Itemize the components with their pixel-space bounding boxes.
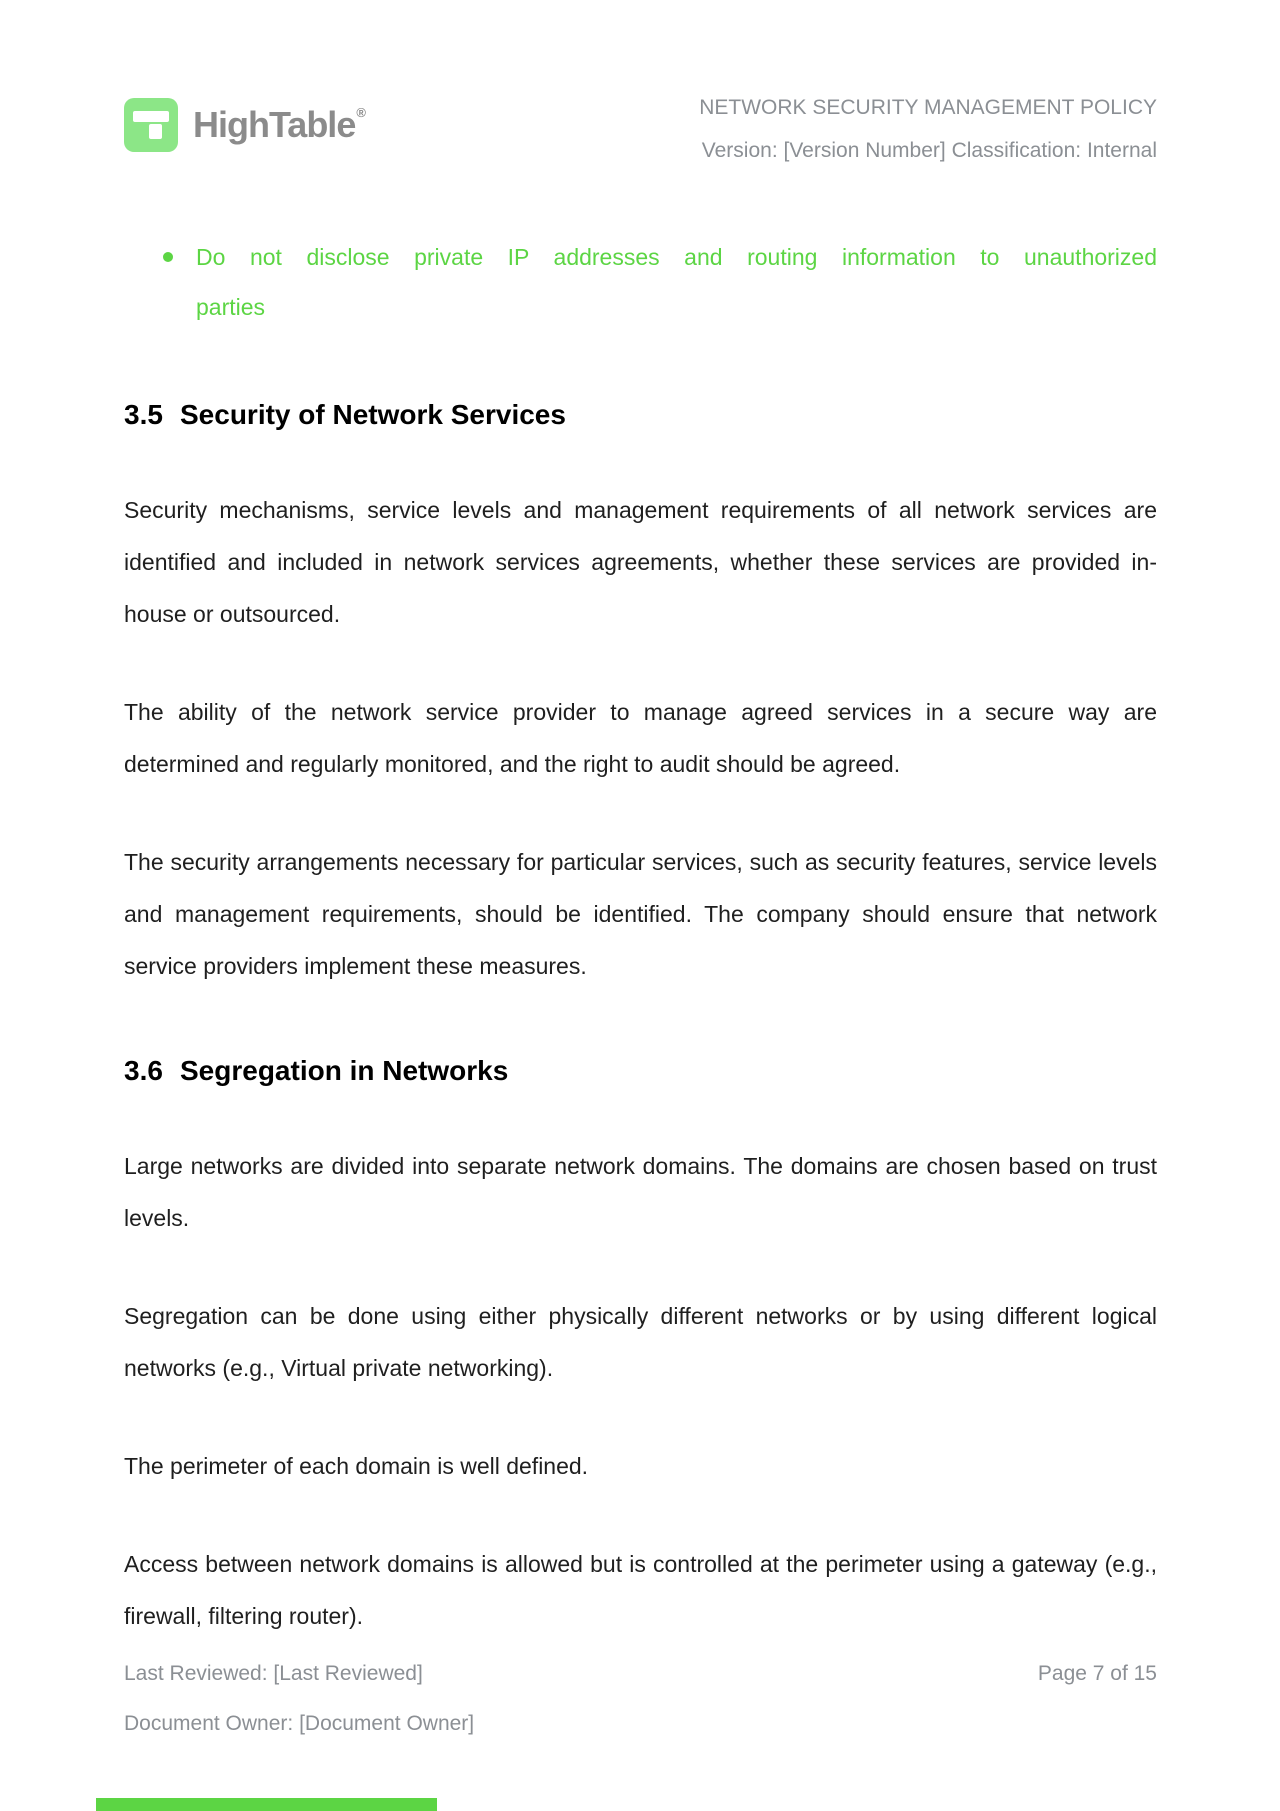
section-heading-3-5 bbox=[124, 398, 1157, 432]
footer-page-number: Page 7 of 15 bbox=[1037, 1662, 1157, 1685]
bullet-list-item bbox=[124, 232, 1157, 332]
bullet-text-line-1: Do not disclose private IP addresses and routing information to unauthorized bbox=[196, 244, 1157, 270]
brand-wordmark bbox=[193, 104, 365, 146]
footer-document-owner: Document Owner: [Document Owner] bbox=[124, 1712, 475, 1735]
document-version-classification: Version: [Version Number] Classification: Internal bbox=[701, 139, 1157, 162]
hightable-logo bbox=[124, 98, 365, 152]
section-heading-3-6 bbox=[124, 1054, 1157, 1088]
paragraph: The perimeter of each domain is well defined. bbox=[124, 1453, 589, 1479]
bullet-icon bbox=[163, 252, 173, 262]
table-icon bbox=[124, 98, 178, 152]
page-footer bbox=[124, 1662, 1157, 1736]
bullet-marker bbox=[124, 232, 196, 332]
page-header bbox=[124, 0, 1157, 172]
paragraph: Access between network domains is allowed but is controlled at the perimeter using a gateway (e.g., firewall, filtering router). bbox=[124, 1551, 1157, 1629]
bullet-text bbox=[196, 232, 1157, 332]
table-icon-leg bbox=[149, 124, 162, 139]
section-title: Security of Network Services bbox=[180, 399, 566, 430]
section-number: 3.6 bbox=[124, 1055, 163, 1086]
document-title: NETWORK SECURITY MANAGEMENT POLICY bbox=[699, 96, 1157, 119]
brand-name: HighTable bbox=[193, 104, 356, 145]
section-title: Segregation in Networks bbox=[180, 1055, 509, 1086]
footer-accent-bar bbox=[96, 1798, 437, 1811]
header-meta-block bbox=[699, 86, 1157, 172]
table-icon-top bbox=[133, 111, 169, 122]
paragraph: Segregation can be done using either physically different networks or by using different logical networks (e.g., Virtual private networking). bbox=[124, 1303, 1157, 1381]
registered-trademark-mark: ® bbox=[356, 105, 365, 120]
section-number: 3.5 bbox=[124, 399, 163, 430]
paragraph: Large networks are divided into separate network domains. The domains are chosen based on trust levels. bbox=[124, 1153, 1157, 1231]
paragraph: The security arrangements necessary for particular services, such as security features, service levels and management requirements, should be identified. The company should ensure that network service providers implement these measures. bbox=[124, 849, 1157, 979]
footer-last-reviewed: Last Reviewed: [Last Reviewed] bbox=[124, 1662, 423, 1685]
paragraph: The ability of the network service provider to manage agreed services in a secure way are determined and regularly monitored, and the right to audit should be agreed. bbox=[124, 699, 1157, 777]
paragraph: Security mechanisms, service levels and management requirements of all network services are identified and included in network services agreements, whether these services are provided in-house or outsourced. bbox=[124, 497, 1157, 627]
footer-row bbox=[124, 1662, 1157, 1686]
bullet-text-line-2: parties bbox=[196, 294, 266, 320]
